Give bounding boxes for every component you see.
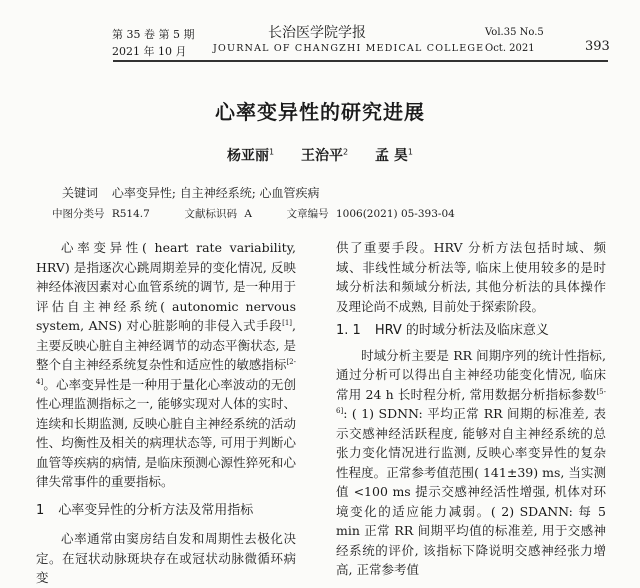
subsection-heading <box>336 321 606 341</box>
citation: [5-6] <box>336 387 606 415</box>
journal-name-en: JOURNAL OF CHANGZHI MEDICAL COLLEGE <box>213 43 485 54</box>
volume-issue-en: Vol.35 No.5 <box>485 27 544 38</box>
page-number: 393 <box>585 39 610 54</box>
article-no-value: 1006(2021) 05-393-04 <box>335 208 455 220</box>
article-no-label: 文章编号 <box>286 208 329 220</box>
para-text-1: 时域分析主要是 RR 间期序列的统计性指标, 通过分析可以得出自主神经功能变化情况, 临床常用 24 h 长时程分析, 常用数据分析指标参数 <box>336 347 606 402</box>
clc-label: 中图分类号 <box>52 208 105 220</box>
keywords-label: 关键词 <box>62 186 99 200</box>
body-paragraph: 心率通常由窦房结自发和周期性去极化决定。在冠状动脉斑块存在或冠状动脉微循环病变 <box>36 531 296 585</box>
journal-header <box>0 0 640 70</box>
author <box>227 148 274 164</box>
journal-name-cn: 长治医学院学报 <box>268 25 366 41</box>
header-rule <box>113 60 608 62</box>
right-column <box>336 238 606 580</box>
doc-code-label: 文献标识码 <box>184 208 237 220</box>
affiliation-mark: 2 <box>343 147 349 157</box>
author-name: 王治平 <box>301 148 344 164</box>
intro-text-3: 。心率变异性是一种用于量化心率波动的无创性心理监测指标之一, 能够实现对人体的实时、连续和长期监测, 反映心脏自主神经系统的活动性、均衡性及相关的病理状态等, 可用于判断心血管等疾病的病情, 是临床预测心源性猝死和心律失常事件的重要指标。 <box>36 376 296 489</box>
citation: [1] <box>282 318 293 327</box>
intro-paragraph <box>36 238 296 492</box>
section-number: 1. 1 <box>336 323 361 338</box>
para-text-2: : ( 1) SDNN: 平均正常 RR 间期的标准差, 表示交感神经活跃程度, 能够对自主神经系统的总张力变化情况进行监测, 反映心率变异性的复杂性程度。正常参考值范围( 141±39) ms, 当实测值 <100 ms 提示交感神经活性增强, 机体对环境变化的适应能力减弱。( 2) SDANN: 每 5 min 正常 RR 间期平均值的标准差, 用于交感神经系统的评价, 该指标下降说明交感神经张力增高, 正常参考值 <box>336 406 606 577</box>
left-column <box>36 238 296 588</box>
date-cn: 2021 年 10 月 <box>112 45 187 58</box>
date-en: Oct. 2021 <box>485 43 535 54</box>
doc-code-value: A <box>244 208 252 220</box>
citation: [2-4] <box>36 357 296 386</box>
volume-issue-cn: 第 35 卷 第 5 期 <box>112 28 195 41</box>
author-list <box>0 145 640 165</box>
affiliation-mark: 1 <box>407 147 413 157</box>
keywords: 心率变异性; 自主神经系统; 心血管疾病 <box>111 186 320 200</box>
classification-line <box>52 206 459 221</box>
section-heading <box>36 501 296 521</box>
intro-text-1: 心率变异性( heart rate variability, HRV) 是指逐次心跳周期差异的变化情况, 反映神经体液因素对心血管系统的调节, 是一种用于评估自主神经系统( autonomic nervous system, ANS) 对心脏影响的非侵入式手段 <box>36 240 296 333</box>
author <box>375 148 413 164</box>
clc-value: R514.7 <box>111 208 150 220</box>
section-number: 1 <box>36 502 45 518</box>
author-name: 杨亚丽 <box>227 148 270 164</box>
intro-text-2: , 主要反映心脏自主神经调节的动态平衡状态, 是整个自主神经系统复杂性和适应性的敏感指标 <box>36 318 296 372</box>
body-paragraph <box>336 346 606 580</box>
keywords-line <box>60 184 320 201</box>
author <box>301 148 348 164</box>
section-title: 心率变异性的分析方法及常用指标 <box>58 502 254 518</box>
article-title: 心率变异性的研究进展 <box>215 100 425 124</box>
body-paragraph: 供了重要手段。HRV 分析方法包括时域、频域、非线性域分析法等, 临床上使用较多的是时域分析法和频域分析法, 其他分析法的具体操作及理论尚不成熟, 目前处于探索阶段。 <box>336 240 606 314</box>
section-title: HRV 的时域分析法及临床意义 <box>374 323 549 338</box>
author-name: 孟 昊 <box>374 148 408 164</box>
affiliation-mark: 1 <box>269 147 275 157</box>
